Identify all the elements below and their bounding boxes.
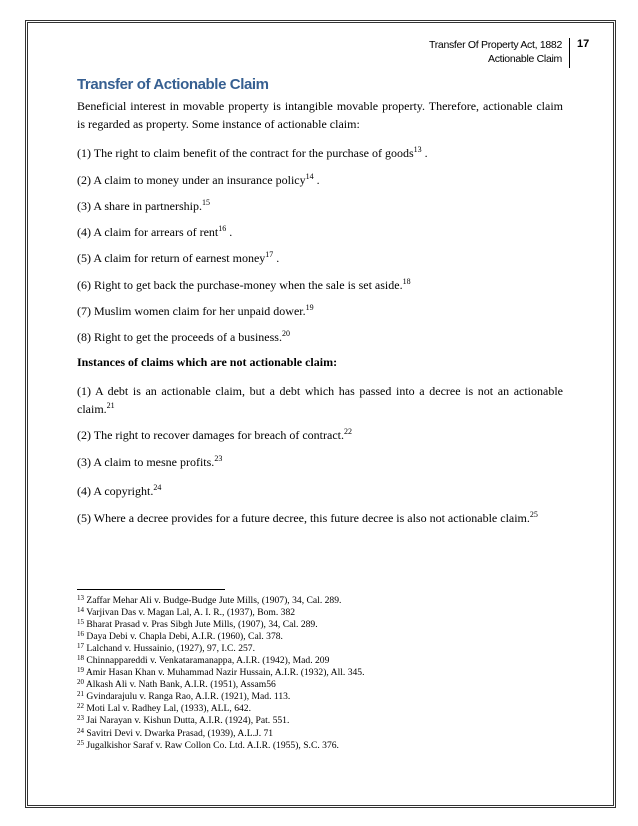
footnote-number: 15 <box>77 618 84 627</box>
footnote-number: 24 <box>77 726 84 735</box>
footnote <box>77 728 563 740</box>
non-claim-text: (3) A claim to mesne profits. <box>77 455 215 469</box>
non-claims-heading: Instances of claims which are not actionable claim: <box>77 355 338 369</box>
non-claim-item <box>77 382 563 418</box>
claim-item <box>77 328 563 346</box>
footnote-text: Varjivan Das v. Magan Lal, A. I. R., (1937), Bom. 382 <box>86 607 296 619</box>
footnote-ref: 24 <box>153 483 162 492</box>
footnote <box>77 655 563 667</box>
footnote-text: Zaffar Mehar Ali v. Budge-Budge Jute Mills, (1907), 34, Cal. 289. <box>86 595 342 606</box>
non-claim-text: (1) A debt is an actionable claim, but a debt which has passed into a decree is not an actionable claim. <box>77 384 563 416</box>
footnote <box>77 691 563 703</box>
header-chapter-title: Actionable Claim <box>488 53 562 65</box>
footnote-number: 13 <box>77 594 84 602</box>
footnote-number: 19 <box>77 666 84 675</box>
footnote-text: Moti Lal v. Radhey Lal, (1933), ALL, 642. <box>86 703 251 715</box>
footnote-ref: 15 <box>201 198 210 207</box>
footnote-text: Gvindarajulu v. Ranga Rao, A.I.R. (1921), Mad. 113. <box>86 691 291 703</box>
footnote-ref: 18 <box>402 277 411 286</box>
claim-tail: . <box>313 173 320 187</box>
claim-item <box>77 302 563 320</box>
footnote <box>77 703 563 715</box>
footnote-ref: 17 <box>265 250 274 259</box>
claim-tail: . <box>421 146 428 160</box>
footnote-text: Daya Debi v. Chapla Debi, A.I.R. (1960), Cal. 378. <box>86 631 283 643</box>
footnote-number: 17 <box>77 642 84 651</box>
footnote-separator <box>77 589 225 590</box>
page-number: 17 <box>577 38 590 50</box>
claim-item <box>77 197 563 215</box>
claim-item <box>77 249 563 267</box>
footnote-number: 23 <box>77 714 84 723</box>
footnote <box>77 679 563 691</box>
footnote-text: Amir Hasan Khan v. Muhammad Nazir Hussain, A.I.R. (1932), All. 345. <box>85 667 365 679</box>
non-claim-item <box>77 509 563 527</box>
footnote-number: 16 <box>77 630 84 639</box>
footnote-text: Bharat Prasad v. Pras Sibgh Jute Mills, (1907), 34, Cal. 289. <box>86 619 318 631</box>
footnote-ref: 21 <box>106 401 115 410</box>
footnote-number: 25 <box>77 738 84 747</box>
footnote <box>77 631 563 643</box>
non-claim-item <box>77 482 563 500</box>
header-act-title: Transfer Of Property Act, 1882 <box>428 39 562 51</box>
claim-text: (2) A claim to money under an insurance policy <box>77 173 306 187</box>
claim-text: (7) Muslim women claim for her unpaid dower. <box>77 304 306 318</box>
section-title: Transfer of Actionable Claim <box>77 76 269 93</box>
footnote-ref: 20 <box>281 329 290 338</box>
claim-item <box>77 171 563 189</box>
non-claim-text: (2) The right to recover damages for breach of contract. <box>77 428 344 442</box>
footnote-number: 20 <box>77 678 84 687</box>
footnote-number: 14 <box>77 606 84 615</box>
claim-item <box>77 144 563 162</box>
footnote <box>77 643 563 655</box>
footnote-ref: 14 <box>305 172 314 181</box>
non-claim-item <box>77 453 563 471</box>
footnote-text: Alkash Ali v. Nath Bank, A.I.R. (1951), Assam56 <box>85 679 276 691</box>
claim-text: (5) A claim for return of earnest money <box>77 251 266 265</box>
non-claim-item <box>77 426 563 444</box>
footnote <box>77 740 563 752</box>
claim-tail: . <box>273 251 280 265</box>
footnote-ref: 22 <box>344 427 352 436</box>
footnote-text: Jai Narayan v. Kishun Dutta, A.I.R. (1924), Pat. 551. <box>86 715 290 727</box>
footnote-number: 22 <box>77 702 84 711</box>
footnote-text: Chinnappareddi v. Venkataramanappa, A.I.R. (1942), Mad. 209 <box>86 655 330 667</box>
footnote-text: Jugalkishor Saraf v. Raw Collon Co. Ltd. A.I.R. (1955), S.C. 376. <box>86 739 339 751</box>
footnote-text: Lalchand v. Hussainio, (1927), 97, I.C. 257. <box>86 643 255 655</box>
claim-text: (6) Right to get back the purchase-money when the sale is set aside. <box>77 278 403 292</box>
footnote-ref: 13 <box>413 145 422 154</box>
footnote-text: Savitri Devi v. Dwarka Prasad, (1939), A.L.J. 71 <box>86 727 274 739</box>
claim-text: (8) Right to get the proceeds of a business. <box>77 330 282 344</box>
footnote-number: 18 <box>77 654 84 663</box>
claim-item <box>77 276 563 294</box>
non-claim-text: (4) A copyright. <box>77 484 154 498</box>
claim-tail: . <box>226 225 233 239</box>
footnote <box>77 595 563 607</box>
footnote <box>77 607 563 619</box>
footnote-ref: 25 <box>529 510 538 519</box>
footnote <box>77 619 563 631</box>
footnote-number: 21 <box>77 690 84 699</box>
footnote <box>77 715 563 727</box>
footnote-ref: 23 <box>214 454 223 463</box>
footnote-ref: 19 <box>305 303 314 312</box>
running-header <box>312 38 570 68</box>
claim-item <box>77 223 563 241</box>
intro-paragraph: Beneficial interest in movable property is intangible movable property. Therefore, actionable claim is regarded as property. Some instance of actionable claim: <box>77 99 563 131</box>
footnote-ref: 16 <box>218 224 227 233</box>
claim-text: (4) A claim for arrears of rent <box>77 225 219 239</box>
footnotes <box>77 595 563 752</box>
claim-text: (3) A share in partnership. <box>77 199 202 213</box>
claim-text: (1) The right to claim benefit of the contract for the purchase of goods <box>77 146 414 160</box>
non-claim-text: (5) Where a decree provides for a future decree, this future decree is also not actionable claim. <box>77 511 530 525</box>
footnote <box>77 667 563 679</box>
